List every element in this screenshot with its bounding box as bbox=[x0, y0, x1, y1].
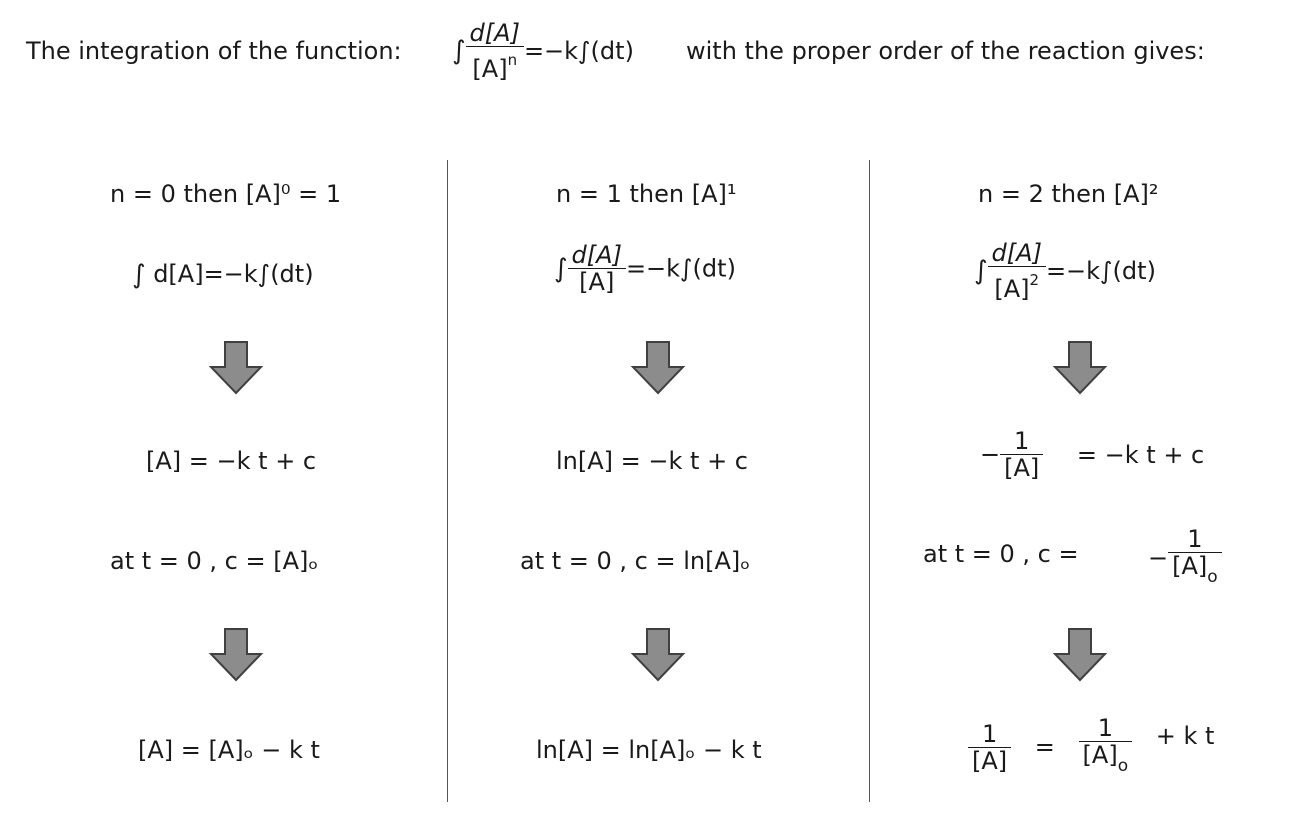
integral-sign: ∫ bbox=[452, 36, 466, 66]
second-order-exponent: 2 bbox=[1029, 271, 1040, 289]
down-arrow-icon bbox=[630, 340, 686, 396]
law-lhs-denominator: [A] bbox=[968, 747, 1011, 774]
column-divider-right bbox=[869, 160, 870, 802]
second-order-law-rhs bbox=[1079, 715, 1133, 779]
second-order-integral bbox=[974, 240, 1156, 302]
down-arrow-icon bbox=[208, 340, 264, 396]
initial-den-subscript: o bbox=[1207, 567, 1218, 587]
second-order-integrated bbox=[980, 428, 1204, 481]
first-order-condition: n = 1 then [A]¹ bbox=[556, 180, 737, 208]
zero-order-law: [A] = [A]ₒ − k t bbox=[138, 736, 320, 764]
zero-order-integral bbox=[132, 260, 314, 290]
general-exponent: n bbox=[507, 51, 518, 69]
law-equals: = bbox=[1034, 733, 1055, 761]
second-order-initial: at t = 0 , c = bbox=[923, 540, 1079, 568]
second-order-denominator bbox=[988, 266, 1046, 302]
zero-order-condition: n = 0 then [A]⁰ = 1 bbox=[110, 180, 342, 208]
first-order-integral bbox=[554, 242, 736, 295]
first-order-law: ln[A] = ln[A]ₒ − k t bbox=[536, 736, 762, 764]
zero-order-initial: at t = 0 , c = [A]ₒ bbox=[110, 547, 319, 575]
second-order-numerator: d[A] bbox=[991, 239, 1042, 267]
second-order-rhs: =−k∫(dt) bbox=[1045, 257, 1156, 285]
first-order-integrated: ln[A] = −k t + c bbox=[556, 447, 748, 475]
second-order-initial-denominator bbox=[1168, 552, 1222, 590]
law-lhs-numerator: 1 bbox=[981, 719, 998, 748]
outro-text: with the proper order of the reaction gives: bbox=[686, 37, 1205, 65]
law-rhs-numerator: 1 bbox=[1097, 714, 1113, 742]
minus-sign: − bbox=[1148, 544, 1169, 572]
second-order-den-base: [A] bbox=[994, 275, 1030, 303]
general-rate-equation bbox=[452, 20, 634, 82]
law-rhs-denominator bbox=[1079, 741, 1133, 779]
down-arrow-icon bbox=[630, 627, 686, 683]
general-numerator: d[A] bbox=[469, 19, 520, 47]
second-order-law bbox=[968, 715, 1214, 779]
second-order-initial-numerator: 1 bbox=[1187, 525, 1203, 553]
integral-sign: ∫ bbox=[974, 256, 988, 286]
second-order-law-lhs bbox=[968, 721, 1011, 774]
minus-sign: − bbox=[980, 440, 1001, 469]
general-denominator bbox=[466, 46, 524, 82]
second-order-initial-value bbox=[1148, 526, 1222, 590]
second-order-int-fraction bbox=[1000, 428, 1043, 481]
second-order-initial-fraction bbox=[1168, 526, 1222, 590]
law-rhs-den-base: [A] bbox=[1082, 741, 1118, 769]
intro-text: The integration of the function: bbox=[26, 37, 402, 65]
first-order-initial: at t = 0 , c = ln[A]ₒ bbox=[520, 547, 751, 575]
law-tail: + k t bbox=[1155, 722, 1215, 750]
second-order-condition: n = 2 then [A]² bbox=[978, 180, 1159, 208]
general-fraction bbox=[466, 20, 524, 82]
integral-sign: ∫ bbox=[554, 253, 568, 284]
second-order-fraction bbox=[988, 240, 1046, 302]
second-order-int-denominator: [A] bbox=[1000, 454, 1043, 481]
column-divider-left bbox=[447, 160, 448, 802]
first-order-fraction bbox=[568, 242, 626, 295]
second-order-int-rhs: = −k t + c bbox=[1076, 440, 1205, 469]
first-order-denominator: [A] bbox=[568, 268, 626, 295]
down-arrow-icon bbox=[208, 627, 264, 683]
first-order-rhs: =−k∫(dt) bbox=[625, 254, 736, 283]
first-order-numerator: d[A] bbox=[571, 241, 622, 269]
down-arrow-icon bbox=[1052, 340, 1108, 396]
integral-sign: ∫ bbox=[132, 260, 146, 290]
general-rhs: =−k∫(dt) bbox=[523, 37, 634, 65]
initial-den-base: [A] bbox=[1172, 552, 1208, 580]
law-rhs-den-subscript: o bbox=[1117, 756, 1129, 776]
down-arrow-icon bbox=[1052, 627, 1108, 683]
zero-order-integrated: [A] = −k t + c bbox=[146, 447, 317, 475]
zero-order-integral-body: d[A]=−k∫(dt) bbox=[153, 260, 314, 288]
general-den-base: [A] bbox=[472, 55, 508, 83]
second-order-int-numerator: 1 bbox=[1014, 427, 1030, 455]
